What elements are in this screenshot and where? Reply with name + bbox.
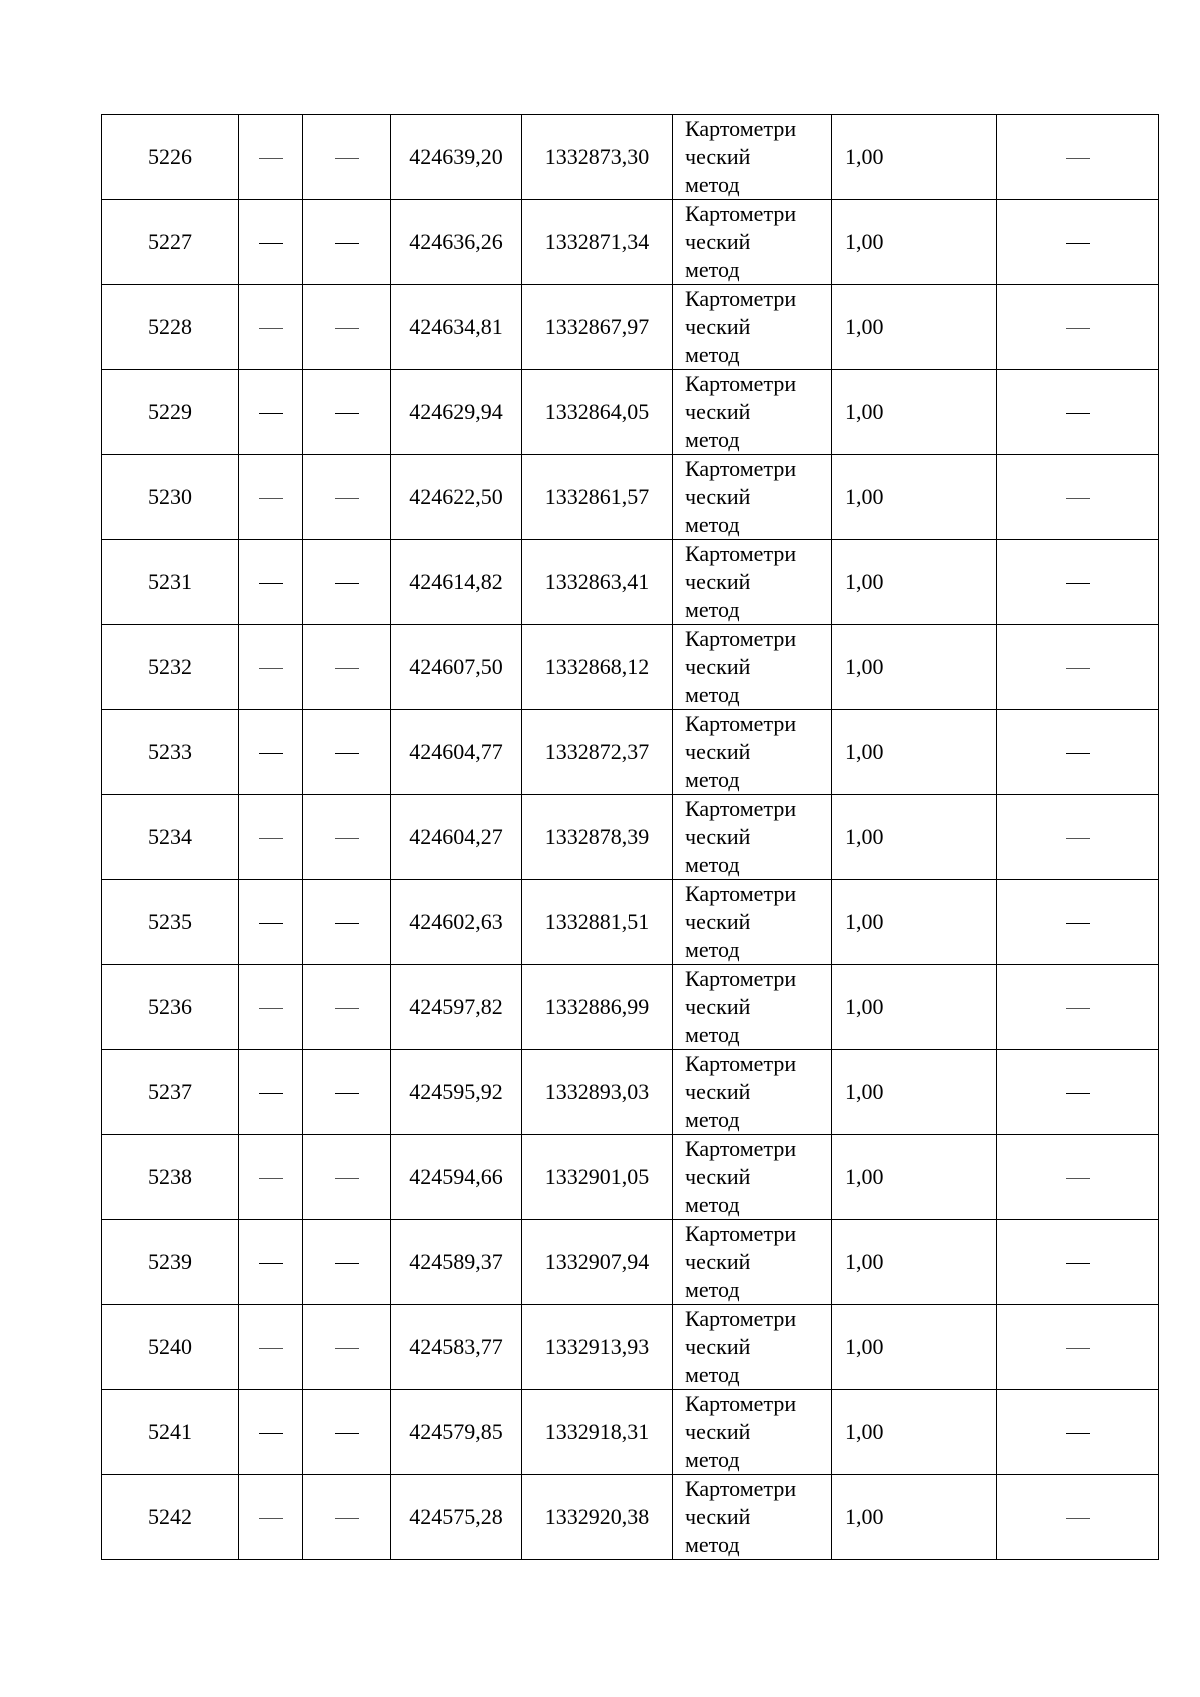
- y-coordinate-cell: 1332863,41: [522, 540, 673, 625]
- dash-mark: [259, 1348, 283, 1349]
- old-y-cell: [303, 455, 391, 540]
- method-text: Картометри ческий метод: [685, 286, 797, 367]
- dash-mark: [335, 1518, 359, 1519]
- old-y-cell: [303, 1475, 391, 1560]
- method-text: Картометри ческий метод: [685, 1391, 797, 1472]
- dash-mark: [259, 1263, 283, 1264]
- note-cell: [997, 455, 1159, 540]
- method-cell: [673, 370, 832, 455]
- point-number-cell: 5227: [102, 200, 239, 285]
- precision-cell: 1,00: [832, 880, 997, 965]
- x-coordinate-cell: 424639,20: [391, 115, 522, 200]
- x-coordinate-cell: 424589,37: [391, 1220, 522, 1305]
- point-number-cell: 5234: [102, 795, 239, 880]
- dash-mark: [335, 1008, 359, 1009]
- dash-mark: [335, 158, 359, 159]
- method-text: Картометри ческий метод: [685, 541, 797, 622]
- table-row: [102, 710, 1159, 795]
- y-coordinate-cell: 1332918,31: [522, 1390, 673, 1475]
- dash-mark: [1066, 583, 1090, 584]
- method-cell: [673, 880, 832, 965]
- table-row: [102, 880, 1159, 965]
- old-x-cell: [239, 1305, 303, 1390]
- dash-mark: [335, 498, 359, 499]
- y-coordinate-cell: 1332920,38: [522, 1475, 673, 1560]
- method-cell: [673, 455, 832, 540]
- dash-mark: [1066, 753, 1090, 754]
- precision-cell: 1,00: [832, 795, 997, 880]
- note-cell: [997, 115, 1159, 200]
- precision-cell: 1,00: [832, 1220, 997, 1305]
- method-text: Картометри ческий метод: [685, 796, 797, 877]
- precision-cell: 1,00: [832, 1135, 997, 1220]
- method-text: Картометри ческий метод: [685, 966, 797, 1047]
- y-coordinate-cell: 1332878,39: [522, 795, 673, 880]
- method-cell: [673, 200, 832, 285]
- dash-mark: [1066, 1093, 1090, 1094]
- method-text: Картометри ческий метод: [685, 1051, 797, 1132]
- y-coordinate-cell: 1332873,30: [522, 115, 673, 200]
- note-cell: [997, 1475, 1159, 1560]
- note-cell: [997, 285, 1159, 370]
- precision-cell: 1,00: [832, 455, 997, 540]
- table-body: [102, 115, 1159, 1560]
- note-cell: [997, 1390, 1159, 1475]
- note-cell: [997, 1305, 1159, 1390]
- precision-cell: 1,00: [832, 1305, 997, 1390]
- point-number-cell: 5233: [102, 710, 239, 795]
- old-x-cell: [239, 1220, 303, 1305]
- dash-mark: [1066, 668, 1090, 669]
- method-text: Картометри ческий метод: [685, 1136, 797, 1217]
- y-coordinate-cell: 1332871,34: [522, 200, 673, 285]
- table-row: [102, 625, 1159, 710]
- dash-mark: [335, 923, 359, 924]
- note-cell: [997, 965, 1159, 1050]
- old-x-cell: [239, 710, 303, 795]
- y-coordinate-cell: 1332901,05: [522, 1135, 673, 1220]
- dash-mark: [259, 923, 283, 924]
- method-text: Картометри ческий метод: [685, 201, 797, 282]
- dash-mark: [259, 1008, 283, 1009]
- note-cell: [997, 795, 1159, 880]
- method-text: Картометри ческий метод: [685, 626, 797, 707]
- precision-cell: 1,00: [832, 625, 997, 710]
- point-number-cell: 5230: [102, 455, 239, 540]
- y-coordinate-cell: 1332886,99: [522, 965, 673, 1050]
- table-row: [102, 1475, 1159, 1560]
- dash-mark: [335, 1093, 359, 1094]
- y-coordinate-cell: 1332867,97: [522, 285, 673, 370]
- method-cell: [673, 285, 832, 370]
- note-cell: [997, 1220, 1159, 1305]
- dash-mark: [1066, 1178, 1090, 1179]
- dash-mark: [259, 1093, 283, 1094]
- point-number-cell: 5232: [102, 625, 239, 710]
- old-x-cell: [239, 1050, 303, 1135]
- method-cell: [673, 1050, 832, 1135]
- dash-mark: [1066, 243, 1090, 244]
- dash-mark: [1066, 1348, 1090, 1349]
- precision-cell: 1,00: [832, 115, 997, 200]
- precision-cell: 1,00: [832, 1390, 997, 1475]
- x-coordinate-cell: 424604,77: [391, 710, 522, 795]
- precision-cell: 1,00: [832, 965, 997, 1050]
- dash-mark: [335, 668, 359, 669]
- table-row: [102, 455, 1159, 540]
- point-number-cell: 5229: [102, 370, 239, 455]
- table-row: [102, 540, 1159, 625]
- dash-mark: [1066, 158, 1090, 159]
- note-cell: [997, 1050, 1159, 1135]
- point-number-cell: 5239: [102, 1220, 239, 1305]
- method-text: Картометри ческий метод: [685, 711, 797, 792]
- dash-mark: [1066, 413, 1090, 414]
- method-cell: [673, 1220, 832, 1305]
- dash-mark: [335, 328, 359, 329]
- dash-mark: [335, 1178, 359, 1179]
- dash-mark: [259, 328, 283, 329]
- table-row: [102, 115, 1159, 200]
- method-text: Картометри ческий метод: [685, 1221, 797, 1302]
- table-row: [102, 200, 1159, 285]
- dash-mark: [259, 838, 283, 839]
- note-cell: [997, 710, 1159, 795]
- table-row: [102, 1135, 1159, 1220]
- old-x-cell: [239, 1390, 303, 1475]
- method-cell: [673, 965, 832, 1050]
- old-y-cell: [303, 540, 391, 625]
- precision-cell: 1,00: [832, 200, 997, 285]
- dash-mark: [259, 668, 283, 669]
- old-x-cell: [239, 795, 303, 880]
- dash-mark: [259, 413, 283, 414]
- x-coordinate-cell: 424636,26: [391, 200, 522, 285]
- old-x-cell: [239, 880, 303, 965]
- precision-cell: 1,00: [832, 540, 997, 625]
- dash-mark: [335, 413, 359, 414]
- method-cell: [673, 1475, 832, 1560]
- dash-mark: [1066, 328, 1090, 329]
- method-cell: [673, 1390, 832, 1475]
- y-coordinate-cell: 1332881,51: [522, 880, 673, 965]
- x-coordinate-cell: 424575,28: [391, 1475, 522, 1560]
- dash-mark: [259, 1178, 283, 1179]
- x-coordinate-cell: 424583,77: [391, 1305, 522, 1390]
- old-x-cell: [239, 965, 303, 1050]
- method-text: Картометри ческий метод: [685, 1306, 797, 1387]
- dash-mark: [259, 1518, 283, 1519]
- x-coordinate-cell: 424629,94: [391, 370, 522, 455]
- note-cell: [997, 880, 1159, 965]
- dash-mark: [259, 1433, 283, 1434]
- x-coordinate-cell: 424602,63: [391, 880, 522, 965]
- point-number-cell: 5237: [102, 1050, 239, 1135]
- method-text: Картометри ческий метод: [685, 116, 797, 197]
- method-text: Картометри ческий метод: [685, 1476, 797, 1557]
- table-row: [102, 1305, 1159, 1390]
- old-x-cell: [239, 1475, 303, 1560]
- dash-mark: [259, 498, 283, 499]
- y-coordinate-cell: 1332861,57: [522, 455, 673, 540]
- note-cell: [997, 540, 1159, 625]
- table-row: [102, 285, 1159, 370]
- y-coordinate-cell: 1332893,03: [522, 1050, 673, 1135]
- x-coordinate-cell: 424607,50: [391, 625, 522, 710]
- dash-mark: [259, 243, 283, 244]
- point-number-cell: 5241: [102, 1390, 239, 1475]
- old-y-cell: [303, 795, 391, 880]
- method-text: Картометри ческий метод: [685, 881, 797, 962]
- dash-mark: [335, 753, 359, 754]
- dash-mark: [1066, 498, 1090, 499]
- x-coordinate-cell: 424595,92: [391, 1050, 522, 1135]
- old-y-cell: [303, 1220, 391, 1305]
- table-row: [102, 370, 1159, 455]
- old-x-cell: [239, 200, 303, 285]
- precision-cell: 1,00: [832, 1475, 997, 1560]
- old-x-cell: [239, 455, 303, 540]
- method-cell: [673, 1305, 832, 1390]
- table-row: [102, 795, 1159, 880]
- note-cell: [997, 1135, 1159, 1220]
- y-coordinate-cell: 1332868,12: [522, 625, 673, 710]
- y-coordinate-cell: 1332864,05: [522, 370, 673, 455]
- method-text: Картометри ческий метод: [685, 456, 797, 537]
- old-y-cell: [303, 710, 391, 795]
- point-number-cell: 5240: [102, 1305, 239, 1390]
- old-x-cell: [239, 625, 303, 710]
- old-x-cell: [239, 540, 303, 625]
- table-row: [102, 1220, 1159, 1305]
- dash-mark: [259, 583, 283, 584]
- dash-mark: [335, 838, 359, 839]
- method-text: Картометри ческий метод: [685, 371, 797, 452]
- x-coordinate-cell: 424579,85: [391, 1390, 522, 1475]
- point-number-cell: 5236: [102, 965, 239, 1050]
- dash-mark: [259, 753, 283, 754]
- dash-mark: [335, 583, 359, 584]
- dash-mark: [1066, 838, 1090, 839]
- method-cell: [673, 795, 832, 880]
- x-coordinate-cell: 424622,50: [391, 455, 522, 540]
- method-cell: [673, 625, 832, 710]
- y-coordinate-cell: 1332913,93: [522, 1305, 673, 1390]
- precision-cell: 1,00: [832, 1050, 997, 1135]
- old-y-cell: [303, 1135, 391, 1220]
- point-number-cell: 5238: [102, 1135, 239, 1220]
- old-y-cell: [303, 115, 391, 200]
- old-x-cell: [239, 370, 303, 455]
- old-y-cell: [303, 370, 391, 455]
- old-y-cell: [303, 1305, 391, 1390]
- precision-cell: 1,00: [832, 370, 997, 455]
- point-number-cell: 5242: [102, 1475, 239, 1560]
- old-x-cell: [239, 285, 303, 370]
- dash-mark: [1066, 1518, 1090, 1519]
- old-y-cell: [303, 1050, 391, 1135]
- old-y-cell: [303, 625, 391, 710]
- point-number-cell: 5231: [102, 540, 239, 625]
- method-cell: [673, 1135, 832, 1220]
- dash-mark: [259, 158, 283, 159]
- dash-mark: [1066, 1008, 1090, 1009]
- old-y-cell: [303, 880, 391, 965]
- x-coordinate-cell: 424614,82: [391, 540, 522, 625]
- point-number-cell: 5228: [102, 285, 239, 370]
- x-coordinate-cell: 424634,81: [391, 285, 522, 370]
- y-coordinate-cell: 1332907,94: [522, 1220, 673, 1305]
- dash-mark: [1066, 1263, 1090, 1264]
- dash-mark: [335, 1348, 359, 1349]
- precision-cell: 1,00: [832, 710, 997, 795]
- point-number-cell: 5226: [102, 115, 239, 200]
- method-cell: [673, 540, 832, 625]
- table-row: [102, 965, 1159, 1050]
- method-cell: [673, 710, 832, 795]
- point-number-cell: 5235: [102, 880, 239, 965]
- dash-mark: [335, 243, 359, 244]
- old-y-cell: [303, 965, 391, 1050]
- old-y-cell: [303, 285, 391, 370]
- precision-cell: 1,00: [832, 285, 997, 370]
- method-cell: [673, 115, 832, 200]
- dash-mark: [335, 1263, 359, 1264]
- old-x-cell: [239, 1135, 303, 1220]
- note-cell: [997, 200, 1159, 285]
- old-y-cell: [303, 1390, 391, 1475]
- old-y-cell: [303, 200, 391, 285]
- dash-mark: [335, 1433, 359, 1434]
- x-coordinate-cell: 424594,66: [391, 1135, 522, 1220]
- x-coordinate-cell: 424597,82: [391, 965, 522, 1050]
- old-x-cell: [239, 115, 303, 200]
- coordinates-table: [101, 114, 1159, 1560]
- dash-mark: [1066, 1433, 1090, 1434]
- y-coordinate-cell: 1332872,37: [522, 710, 673, 795]
- dash-mark: [1066, 923, 1090, 924]
- x-coordinate-cell: 424604,27: [391, 795, 522, 880]
- table-row: [102, 1050, 1159, 1135]
- note-cell: [997, 370, 1159, 455]
- table-row: [102, 1390, 1159, 1475]
- note-cell: [997, 625, 1159, 710]
